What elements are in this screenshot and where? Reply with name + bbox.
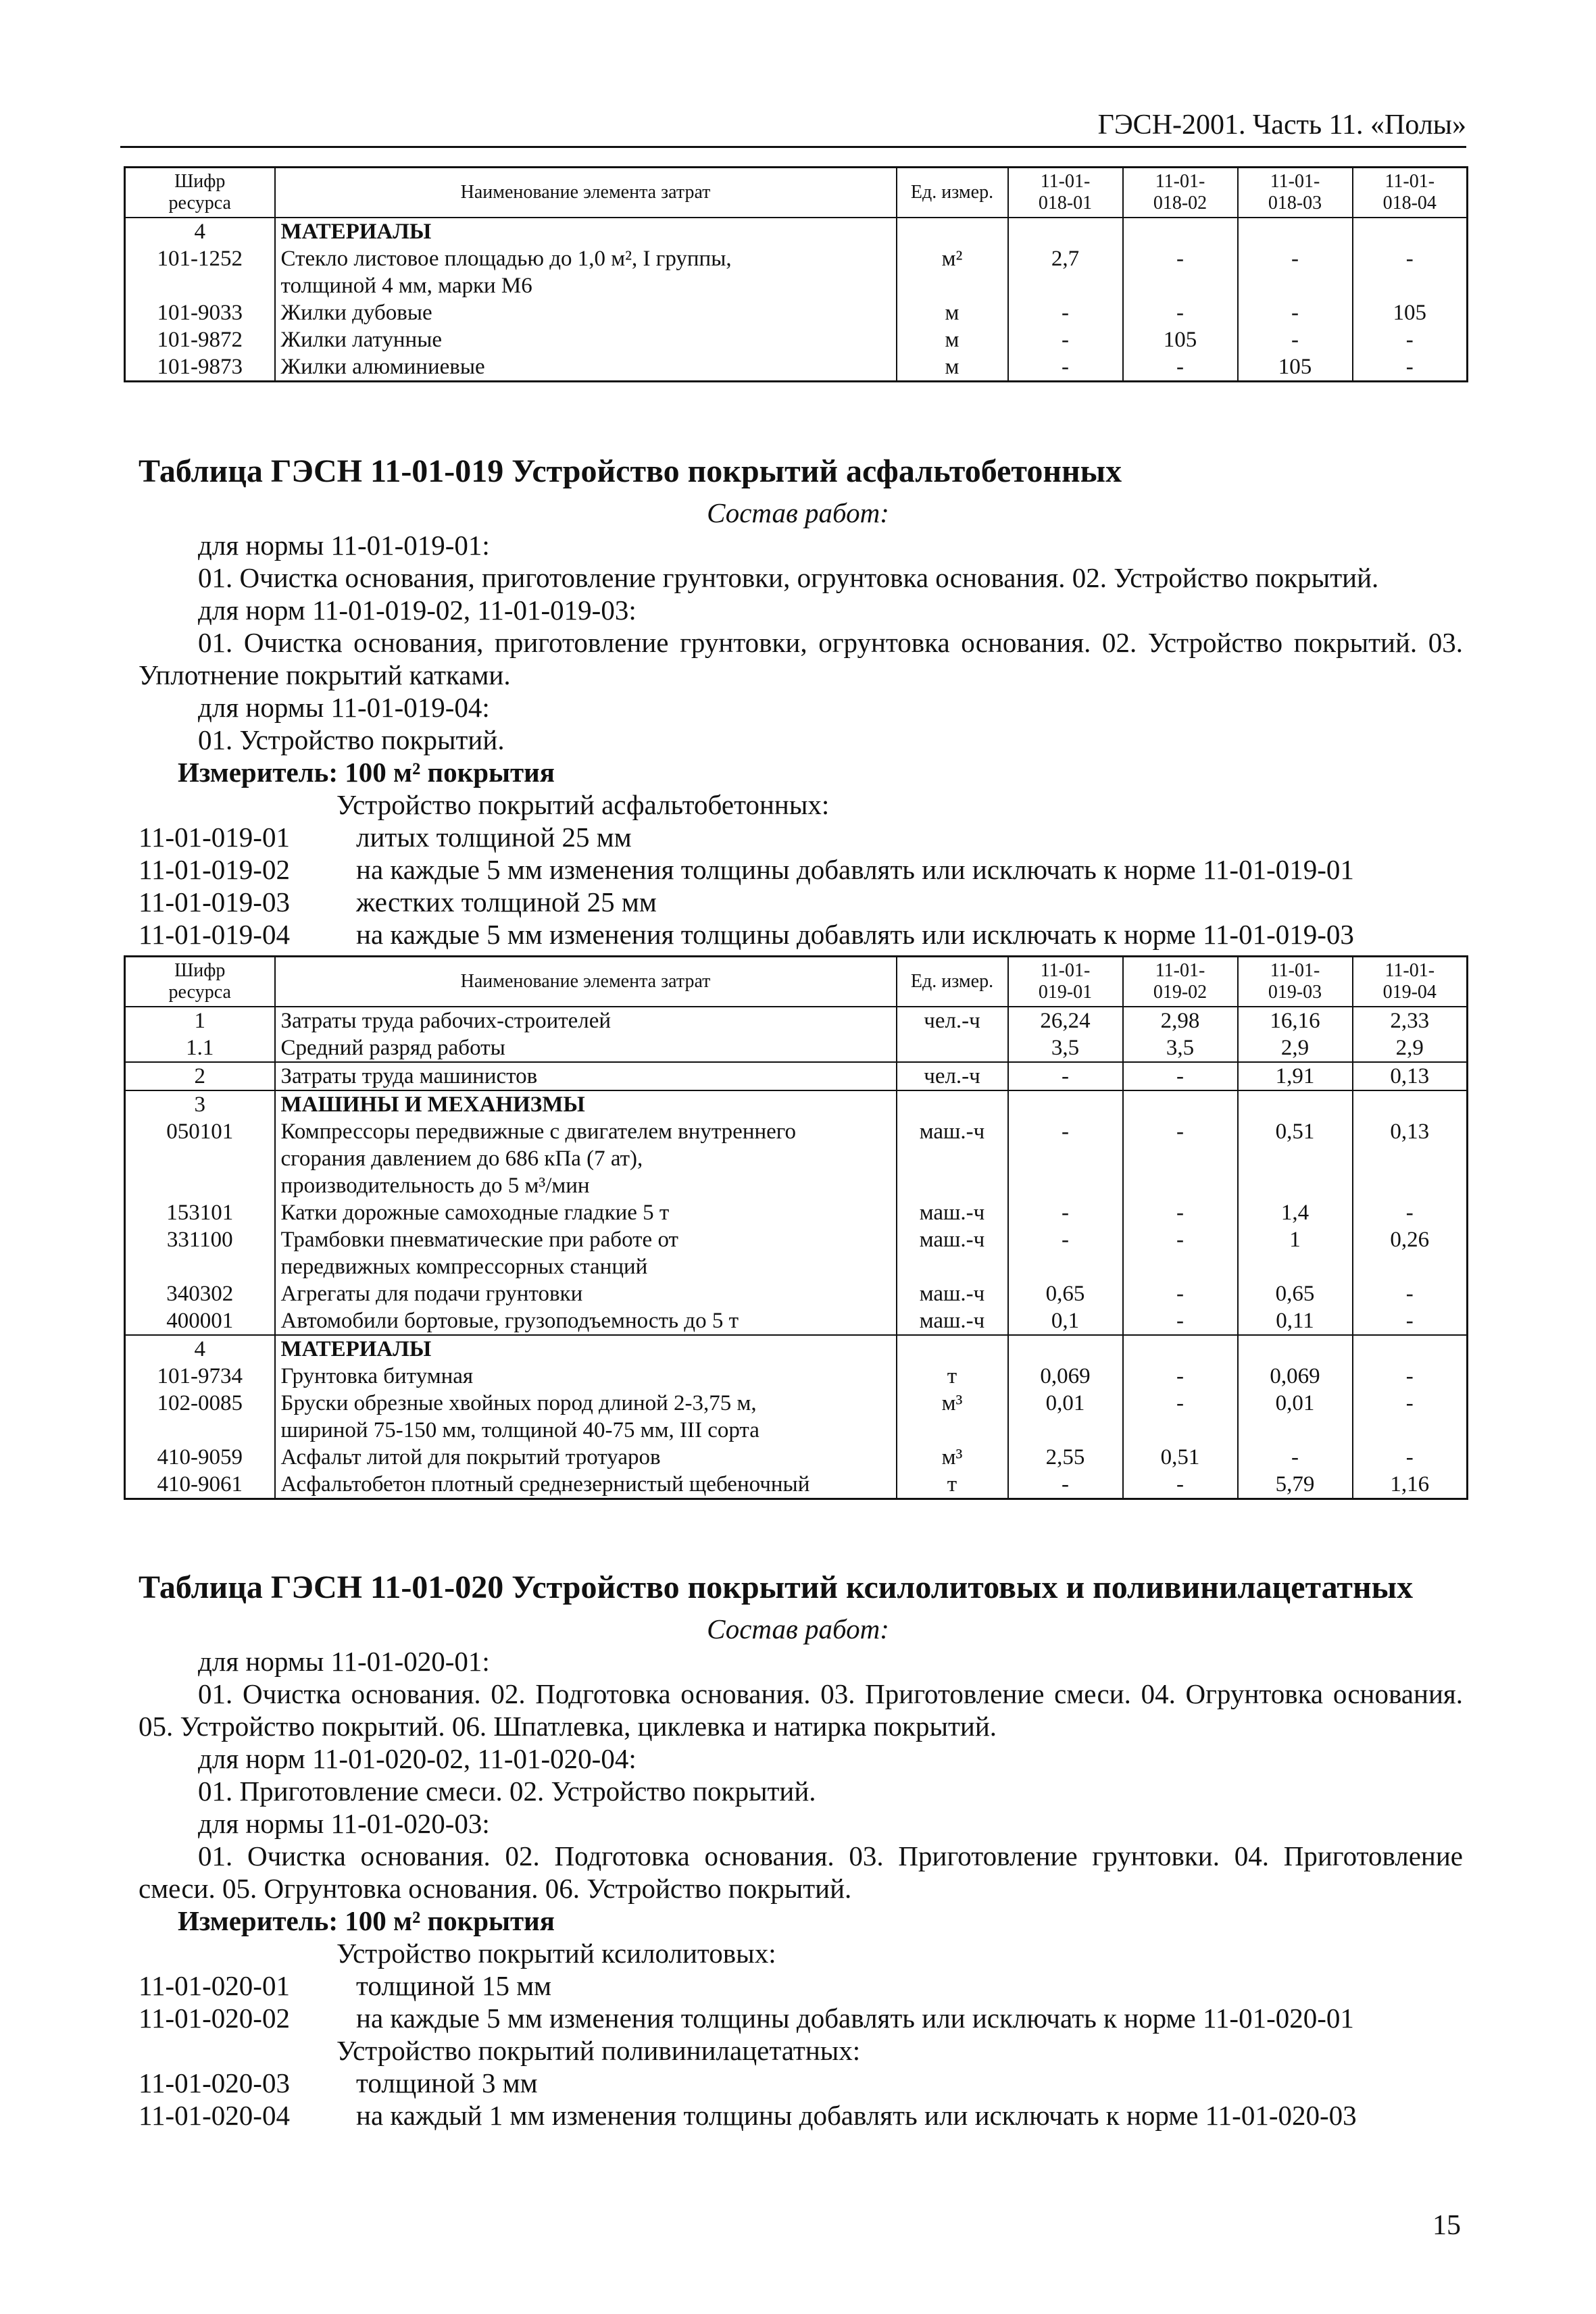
cell-norm-value: -: [1123, 1280, 1238, 1307]
cell-norm-value: -: [1353, 1280, 1468, 1307]
norm-description: жестких толщиной 25 мм: [356, 886, 657, 917]
cell-unit: чел.-ч: [897, 1007, 1008, 1034]
cell-norm-value: -: [1353, 353, 1468, 382]
col-header-norm: 11-01- 019-04: [1353, 957, 1468, 1007]
table-row: [125, 1280, 1468, 1307]
table-row: [125, 218, 1468, 245]
norm-description: толщиной 15 мм: [356, 1970, 552, 2001]
cell-norm-value: 1,16: [1353, 1471, 1468, 1499]
table-row: [125, 1444, 1468, 1471]
cell-resource-code: 2: [125, 1062, 275, 1090]
norm-scope: для нормы 11-01-020-03:: [198, 1808, 490, 1839]
cell-norm-value: 0,65: [1008, 1280, 1123, 1307]
cell-unit: [897, 1090, 1008, 1118]
cell-norm-value: -: [1123, 1363, 1238, 1390]
cell-cost-element: Жилки алюминиевые: [275, 353, 897, 382]
cell-resource-code: 410-9061: [125, 1471, 275, 1499]
col-header-code: Шифр ресурса: [125, 168, 275, 218]
cell-norm-value: 0,11: [1238, 1307, 1353, 1335]
work-description: 01. Устройство покрытий.: [198, 724, 505, 755]
cell-norm-value: -: [1008, 299, 1123, 326]
cell-unit: м³: [897, 1390, 1008, 1444]
table-row: [125, 1226, 1468, 1280]
table-row: [125, 1007, 1468, 1034]
cell-cost-element: Жилки дубовые: [275, 299, 897, 326]
cell-norm-value: 0,13: [1353, 1118, 1468, 1199]
cell-norm-value: 0,65: [1238, 1280, 1353, 1307]
cell-norm-value: 0,1: [1008, 1307, 1123, 1335]
cell-norm-value: -: [1353, 1390, 1468, 1444]
measure-unit: Измеритель: 100 м² покрытия: [178, 1905, 555, 1936]
cell-unit: [897, 1335, 1008, 1363]
norm-scope: для нормы 11-01-020-01:: [198, 1646, 490, 1677]
cell-norm-value: -: [1238, 245, 1353, 299]
cell-resource-code: 153101: [125, 1199, 275, 1226]
norm-code: 11-01-020-03: [139, 2067, 290, 2098]
norm-group-heading: Устройство покрытий поливинилацетатных:: [336, 2035, 861, 2066]
cell-norm-value: -: [1353, 326, 1468, 353]
cell-cost-element: Грунтовка битумная: [275, 1363, 897, 1390]
cell-unit: [897, 1034, 1008, 1062]
table-row: [125, 1090, 1468, 1118]
cell-cost-element: Автомобили бортовые, грузоподъемность до 5 т: [275, 1307, 897, 1335]
cell-norm-value: -: [1123, 245, 1238, 299]
cell-cost-element: Асфальт литой для покрытий тротуаров: [275, 1444, 897, 1471]
cell-norm-value: -: [1123, 1226, 1238, 1280]
table-row: [125, 1034, 1468, 1062]
cell-norm-value: -: [1353, 1199, 1468, 1226]
norm-scope: для норм 11-01-019-02, 11-01-019-03:: [198, 595, 637, 626]
table-row: [125, 326, 1468, 353]
cell-resource-code: 331100: [125, 1226, 275, 1280]
cell-norm-value: -: [1008, 1471, 1123, 1499]
cell-unit: маш.-ч: [897, 1199, 1008, 1226]
cell-norm-value: -: [1353, 245, 1468, 299]
work-description: 01. Очистка основания. 02. Подготовка основания. 03. Приготовление грунтовки. 04. Приготовление: [198, 1840, 1463, 1871]
cell-resource-code: 4: [125, 218, 275, 245]
table-row: [125, 1390, 1468, 1444]
cell-norm-value: -: [1123, 1307, 1238, 1335]
cell-unit: м: [897, 326, 1008, 353]
cell-norm-value: 0,51: [1123, 1444, 1238, 1471]
cell-unit: чел.-ч: [897, 1062, 1008, 1090]
cell-norm-value: 26,24: [1008, 1007, 1123, 1034]
cell-norm-value: [1008, 1335, 1123, 1363]
cell-norm-value: 2,9: [1353, 1034, 1468, 1062]
norm-description: толщиной 3 мм: [356, 2067, 538, 2098]
cell-norm-value: 1: [1238, 1226, 1353, 1280]
norm-group-heading: Устройство покрытий асфальтобетонных:: [336, 789, 830, 820]
cell-norm-value: [1238, 218, 1353, 245]
cell-cost-element: Компрессоры передвижные с двигателем внутреннего сгорания давлением до 686 кПа (7 ат), производительность до 5 м³/мин: [275, 1118, 897, 1199]
cell-norm-value: -: [1353, 1363, 1468, 1390]
col-header-norm: 11-01- 019-03: [1238, 957, 1353, 1007]
cell-resource-code: 101-1252: [125, 245, 275, 299]
norm-scope: для нормы 11-01-019-01:: [198, 530, 490, 561]
norm-code: 11-01-019-02: [139, 854, 290, 885]
col-header-code: Шифр ресурса: [125, 957, 275, 1007]
table-row: [125, 245, 1468, 299]
col-header-name: Наименование элемента затрат: [275, 957, 897, 1007]
norm-code: 11-01-019-04: [139, 919, 290, 950]
col-header-name: Наименование элемента затрат: [275, 168, 897, 218]
cell-unit: м²: [897, 245, 1008, 299]
cell-norm-value: [1008, 1090, 1123, 1118]
cell-norm-value: 2,9: [1238, 1034, 1353, 1062]
cell-cost-element: МАТЕРИАЛЫ: [275, 1335, 897, 1363]
cell-norm-value: 5,79: [1238, 1471, 1353, 1499]
cell-unit: т: [897, 1363, 1008, 1390]
col-header-norm: 11-01- 018-02: [1123, 168, 1238, 218]
cell-norm-value: 0,01: [1008, 1390, 1123, 1444]
cell-norm-value: -: [1123, 1471, 1238, 1499]
cell-norm-value: -: [1008, 1226, 1123, 1280]
work-description: 01. Приготовление смеси. 02. Устройство покрытий.: [198, 1776, 816, 1807]
resource-table-019: [124, 955, 1468, 1500]
cell-norm-value: 2,7: [1008, 245, 1123, 299]
cell-unit: м: [897, 353, 1008, 382]
norm-scope: для норм 11-01-020-02, 11-01-020-04:: [198, 1743, 637, 1774]
cell-unit: маш.-ч: [897, 1307, 1008, 1335]
norm-description: литых толщиной 25 мм: [356, 822, 632, 853]
cell-unit: маш.-ч: [897, 1118, 1008, 1199]
norm-code: 11-01-019-01: [139, 822, 290, 853]
table-row: [125, 1062, 1468, 1090]
cell-norm-value: 0,26: [1353, 1226, 1468, 1280]
table-row: [125, 1118, 1468, 1199]
table-row: [125, 1363, 1468, 1390]
cell-norm-value: -: [1238, 1444, 1353, 1471]
cell-norm-value: [1123, 1090, 1238, 1118]
cell-unit: м³: [897, 1444, 1008, 1471]
page-number: 15: [1432, 2210, 1461, 2241]
cell-resource-code: 3: [125, 1090, 275, 1118]
table-header-row: [125, 957, 1468, 1007]
cell-norm-value: 1,91: [1238, 1062, 1353, 1090]
cell-norm-value: -: [1123, 353, 1238, 382]
cell-norm-value: -: [1008, 1118, 1123, 1199]
cell-cost-element: МАТЕРИАЛЫ: [275, 218, 897, 245]
norm-description: на каждые 5 мм изменения толщины добавлять или исключать к норме 11-01-019-01: [356, 854, 1354, 885]
work-description: Уплотнение покрытий катками.: [139, 659, 511, 690]
cell-norm-value: 105: [1238, 353, 1353, 382]
cell-norm-value: -: [1353, 1307, 1468, 1335]
cell-norm-value: -: [1008, 353, 1123, 382]
cell-norm-value: [1353, 218, 1468, 245]
cell-norm-value: -: [1123, 299, 1238, 326]
norm-code: 11-01-020-04: [139, 2100, 290, 2131]
table-title-019: Таблица ГЭСН 11-01-019 Устройство покрытий асфальтобетонных: [139, 453, 1122, 489]
cell-norm-value: 0,13: [1353, 1062, 1468, 1090]
cell-cost-element: Стекло листовое площадью до 1,0 м², I группы, толщиной 4 мм, марки М6: [275, 245, 897, 299]
norm-code: 11-01-019-03: [139, 886, 290, 917]
table-row: [125, 1307, 1468, 1335]
cell-resource-code: 101-9033: [125, 299, 275, 326]
cell-norm-value: -: [1353, 1444, 1468, 1471]
cell-resource-code: 102-0085: [125, 1390, 275, 1444]
col-header-unit: Ед. измер.: [897, 957, 1008, 1007]
cell-resource-code: 400001: [125, 1307, 275, 1335]
cell-norm-value: -: [1123, 1199, 1238, 1226]
cell-cost-element: Затраты труда машинистов: [275, 1062, 897, 1090]
cell-norm-value: -: [1238, 299, 1353, 326]
measure-unit: Измеритель: 100 м² покрытия: [178, 757, 555, 788]
cell-norm-value: [1353, 1090, 1468, 1118]
cell-resource-code: 340302: [125, 1280, 275, 1307]
running-header: ГЭСН-2001. Часть 11. «Полы»: [120, 107, 1466, 148]
cell-norm-value: 3,5: [1008, 1034, 1123, 1062]
work-description: смеси. 05. Огрунтовка основания. 06. Устройство покрытий.: [139, 1873, 852, 1904]
cell-unit: маш.-ч: [897, 1226, 1008, 1280]
cell-norm-value: [1353, 1335, 1468, 1363]
cell-norm-value: 1,4: [1238, 1199, 1353, 1226]
col-header-norm: 11-01- 019-01: [1008, 957, 1123, 1007]
table-row: [125, 1335, 1468, 1363]
cell-resource-code: 1.1: [125, 1034, 275, 1062]
norm-group-heading: Устройство покрытий ксилолитовых:: [336, 1938, 776, 1969]
resource-table-018: [124, 166, 1468, 382]
cell-norm-value: 0,51: [1238, 1118, 1353, 1199]
work-description: 01. Очистка основания. 02. Подготовка основания. 03. Приготовление смеси. 04. Огрунтовка основания.: [198, 1678, 1463, 1709]
cell-norm-value: -: [1123, 1118, 1238, 1199]
work-description: 01. Очистка основания, приготовление грунтовки, огрунтовка основания. 02. Устройство покрытий. 03.: [198, 627, 1463, 658]
cell-cost-element: Жилки латунные: [275, 326, 897, 353]
table-row: [125, 1199, 1468, 1226]
cell-norm-value: [1238, 1335, 1353, 1363]
cell-norm-value: -: [1123, 1062, 1238, 1090]
cell-norm-value: [1238, 1090, 1353, 1118]
cell-norm-value: 105: [1353, 299, 1468, 326]
cell-norm-value: -: [1008, 1062, 1123, 1090]
work-composition-label: Состав работ:: [707, 1613, 889, 1644]
table-row: [125, 1471, 1468, 1499]
cell-cost-element: Средний разряд работы: [275, 1034, 897, 1062]
cell-cost-element: Агрегаты для подачи грунтовки: [275, 1280, 897, 1307]
cell-cost-element: Асфальтобетон плотный среднезернистый щебеночный: [275, 1471, 897, 1499]
cell-cost-element: Бруски обрезные хвойных пород длиной 2-3,75 м, шириной 75-150 мм, толщиной 40-75 мм, III сорта: [275, 1390, 897, 1444]
col-header-unit: Ед. измер.: [897, 168, 1008, 218]
work-composition-label: Состав работ:: [707, 497, 889, 528]
cell-norm-value: -: [1008, 326, 1123, 353]
cell-cost-element: МАШИНЫ И МЕХАНИЗМЫ: [275, 1090, 897, 1118]
cell-norm-value: 2,55: [1008, 1444, 1123, 1471]
cell-norm-value: 105: [1123, 326, 1238, 353]
cell-norm-value: 16,16: [1238, 1007, 1353, 1034]
cell-resource-code: 101-9872: [125, 326, 275, 353]
cell-norm-value: -: [1238, 326, 1353, 353]
cell-norm-value: 3,5: [1123, 1034, 1238, 1062]
norm-description: на каждые 5 мм изменения толщины добавлять или исключать к норме 11-01-020-01: [356, 2003, 1354, 2034]
cell-cost-element: Трамбовки пневматические при работе от передвижных компрессорных станций: [275, 1226, 897, 1280]
col-header-norm: 11-01- 018-03: [1238, 168, 1353, 218]
cell-norm-value: 0,069: [1008, 1363, 1123, 1390]
work-description: 05. Устройство покрытий. 06. Шпатлевка, циклевка и натирка покрытий.: [139, 1711, 997, 1742]
cell-unit: маш.-ч: [897, 1280, 1008, 1307]
cell-norm-value: [1123, 1335, 1238, 1363]
norm-code: 11-01-020-01: [139, 1970, 290, 2001]
cell-unit: [897, 218, 1008, 245]
cell-norm-value: 2,33: [1353, 1007, 1468, 1034]
norm-scope: для нормы 11-01-019-04:: [198, 692, 490, 723]
cell-norm-value: [1123, 218, 1238, 245]
col-header-norm: 11-01- 018-04: [1353, 168, 1468, 218]
col-header-norm: 11-01- 018-01: [1008, 168, 1123, 218]
cell-resource-code: 1: [125, 1007, 275, 1034]
table-header-row: [125, 168, 1468, 218]
cell-unit: т: [897, 1471, 1008, 1499]
cell-resource-code: 4: [125, 1335, 275, 1363]
cell-resource-code: 101-9873: [125, 353, 275, 382]
cell-cost-element: Катки дорожные самоходные гладкие 5 т: [275, 1199, 897, 1226]
work-description: 01. Очистка основания, приготовление грунтовки, огрунтовка основания. 02. Устройство покрытий.: [198, 562, 1379, 593]
cell-resource-code: 410-9059: [125, 1444, 275, 1471]
cell-norm-value: 2,98: [1123, 1007, 1238, 1034]
cell-unit: м: [897, 299, 1008, 326]
norm-code: 11-01-020-02: [139, 2003, 290, 2034]
cell-cost-element: Затраты труда рабочих-строителей: [275, 1007, 897, 1034]
norm-description: на каждые 5 мм изменения толщины добавлять или исключать к норме 11-01-019-03: [356, 919, 1354, 950]
table-title-020: Таблица ГЭСН 11-01-020 Устройство покрытий ксилолитовых и поливинилацетатных: [139, 1569, 1414, 1605]
cell-norm-value: 0,01: [1238, 1390, 1353, 1444]
cell-norm-value: [1008, 218, 1123, 245]
norm-description: на каждый 1 мм изменения толщины добавлять или исключать к норме 11-01-020-03: [356, 2100, 1357, 2131]
col-header-norm: 11-01- 019-02: [1123, 957, 1238, 1007]
cell-norm-value: 0,069: [1238, 1363, 1353, 1390]
table-row: [125, 353, 1468, 382]
cell-norm-value: -: [1008, 1199, 1123, 1226]
cell-resource-code: 101-9734: [125, 1363, 275, 1390]
cell-resource-code: 050101: [125, 1118, 275, 1199]
cell-norm-value: -: [1123, 1390, 1238, 1444]
table-row: [125, 299, 1468, 326]
